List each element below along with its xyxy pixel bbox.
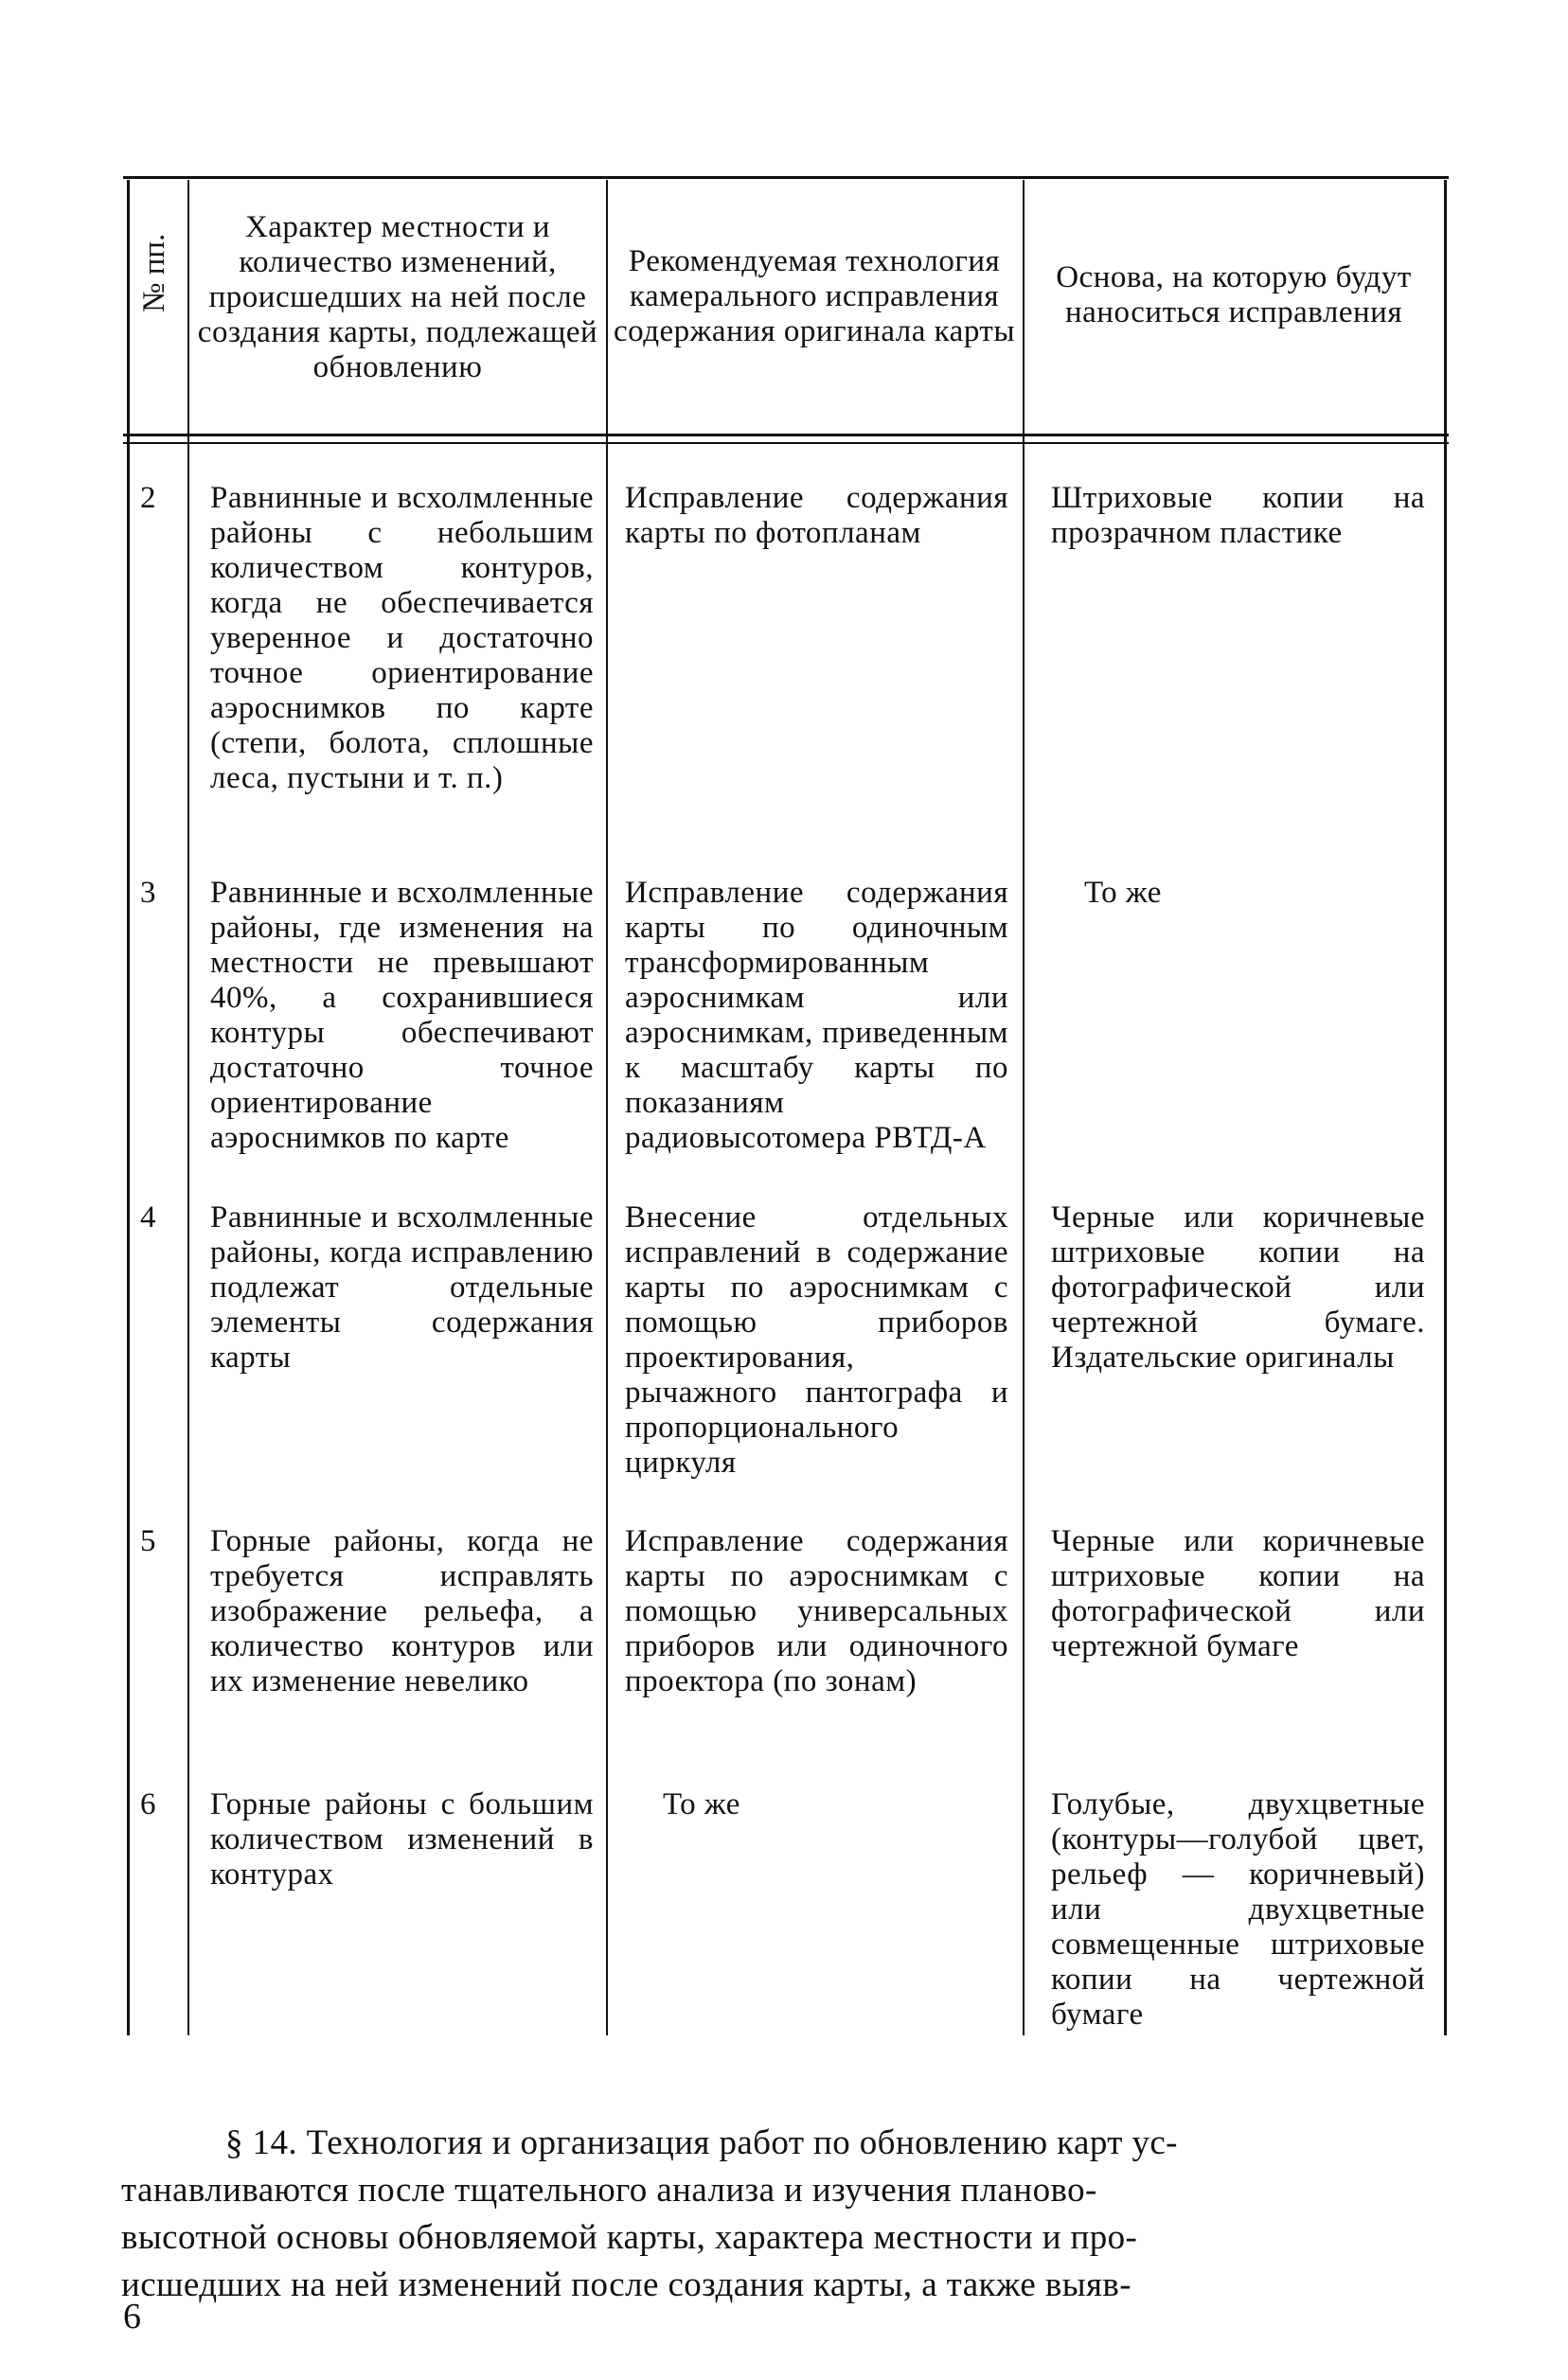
row-character: Равнинные и всхолмленные районы с небольшим количеством контуров, когда не обеспечивается уверенное и достаточно точное ориентирование аэроснимков по карте (степи, болота, сплошные леса, пустыни и т. п.): [210, 481, 594, 795]
paragraph-line: исшедших на ней изменений после создания карты, а также выяв-: [121, 2265, 1131, 2304]
row-base: Штриховые копии на прозрачном пластике: [1051, 481, 1425, 550]
table-right-border: [1444, 180, 1447, 2035]
table-top-rule: [123, 176, 1449, 179]
header-character: Характер местности и количество изменений, происшедших на ней после создания карты, подлежащей обновлению: [197, 210, 598, 384]
paragraph-line: § 14. Технология и организация работ по обновлению карт ус-: [225, 2123, 1178, 2162]
row-character: Горные районы, когда не требуется исправлять изображение рельефа, а количество контуров или их изменение невелико: [210, 1524, 594, 1698]
header-bottom-rule-2: [123, 442, 1449, 444]
row-base: Черные или коричневые штриховые копии на фотографической или чертежной бумаге: [1051, 1524, 1425, 1663]
paragraph-line: высотной основы обновляемой карты, характера местности и про-: [121, 2218, 1138, 2257]
header-bottom-rule: [123, 434, 1449, 436]
row-technology: Исправление содержания карты по фотопланам: [625, 481, 1008, 550]
col-divider-1: [187, 180, 189, 2035]
row-technology: Исправление содержания карты по аэроснимкам с помощью универсальных приборов или одиночного проектора (по зонам): [625, 1524, 1008, 1698]
row-num: 5: [140, 1524, 156, 1558]
header-technology: Рекомендуемая технология камерального исправления содержания оригинала карты: [614, 244, 1015, 348]
row-num: 2: [140, 481, 156, 515]
row-num: 4: [140, 1200, 156, 1234]
row-technology: Внесение отдельных исправлений в содержание карты по аэроснимкам с помощью приборов проектирования, рычажного пантографа и пропорционального циркуля: [625, 1200, 1008, 1480]
row-base: Голубые, двухцветные (контуры—голубой цвет, рельеф — коричневый) или двухцветные совмещенные штриховые копии на чертежной бумаге: [1051, 1787, 1425, 2032]
col-divider-3: [1023, 180, 1025, 2035]
paragraph-line: танавливаются после тщательного анализа и изучения планово-: [121, 2171, 1097, 2210]
row-base: Черные или коричневые штриховые копии на фотографической или чертежной бумаге. Издательские оригиналы: [1051, 1200, 1425, 1375]
row-character: Равнинные и всхолмленные районы, когда исправлению подлежат отдельные элементы содержания карты: [210, 1200, 594, 1375]
row-base: То же: [1084, 876, 1162, 910]
header-base: Основа, на которую будут наноситься исправления: [1056, 260, 1412, 329]
row-num: 6: [140, 1787, 156, 1821]
col-divider-2: [606, 180, 608, 2035]
page-number: 6: [123, 2297, 141, 2336]
header-num: № пп.: [137, 233, 171, 312]
row-character: Горные районы с большим количеством изменений в контурах: [210, 1787, 594, 1892]
row-character: Равнинные и всхолмленные районы, где изменения на местности не превышают 40%, а сохранившиеся контуры обеспечивают достаточно точное ориентирование аэроснимков по карте: [210, 876, 594, 1155]
row-num: 3: [140, 876, 156, 910]
row-technology: То же: [663, 1787, 740, 1821]
table-left-border: [127, 180, 130, 2035]
row-technology: Исправление содержания карты по одиночным трансформированным аэроснимкам или аэроснимкам, приведенным к масштабу карты по показаниям радиовысотомера РВТД-А: [625, 876, 1008, 1155]
